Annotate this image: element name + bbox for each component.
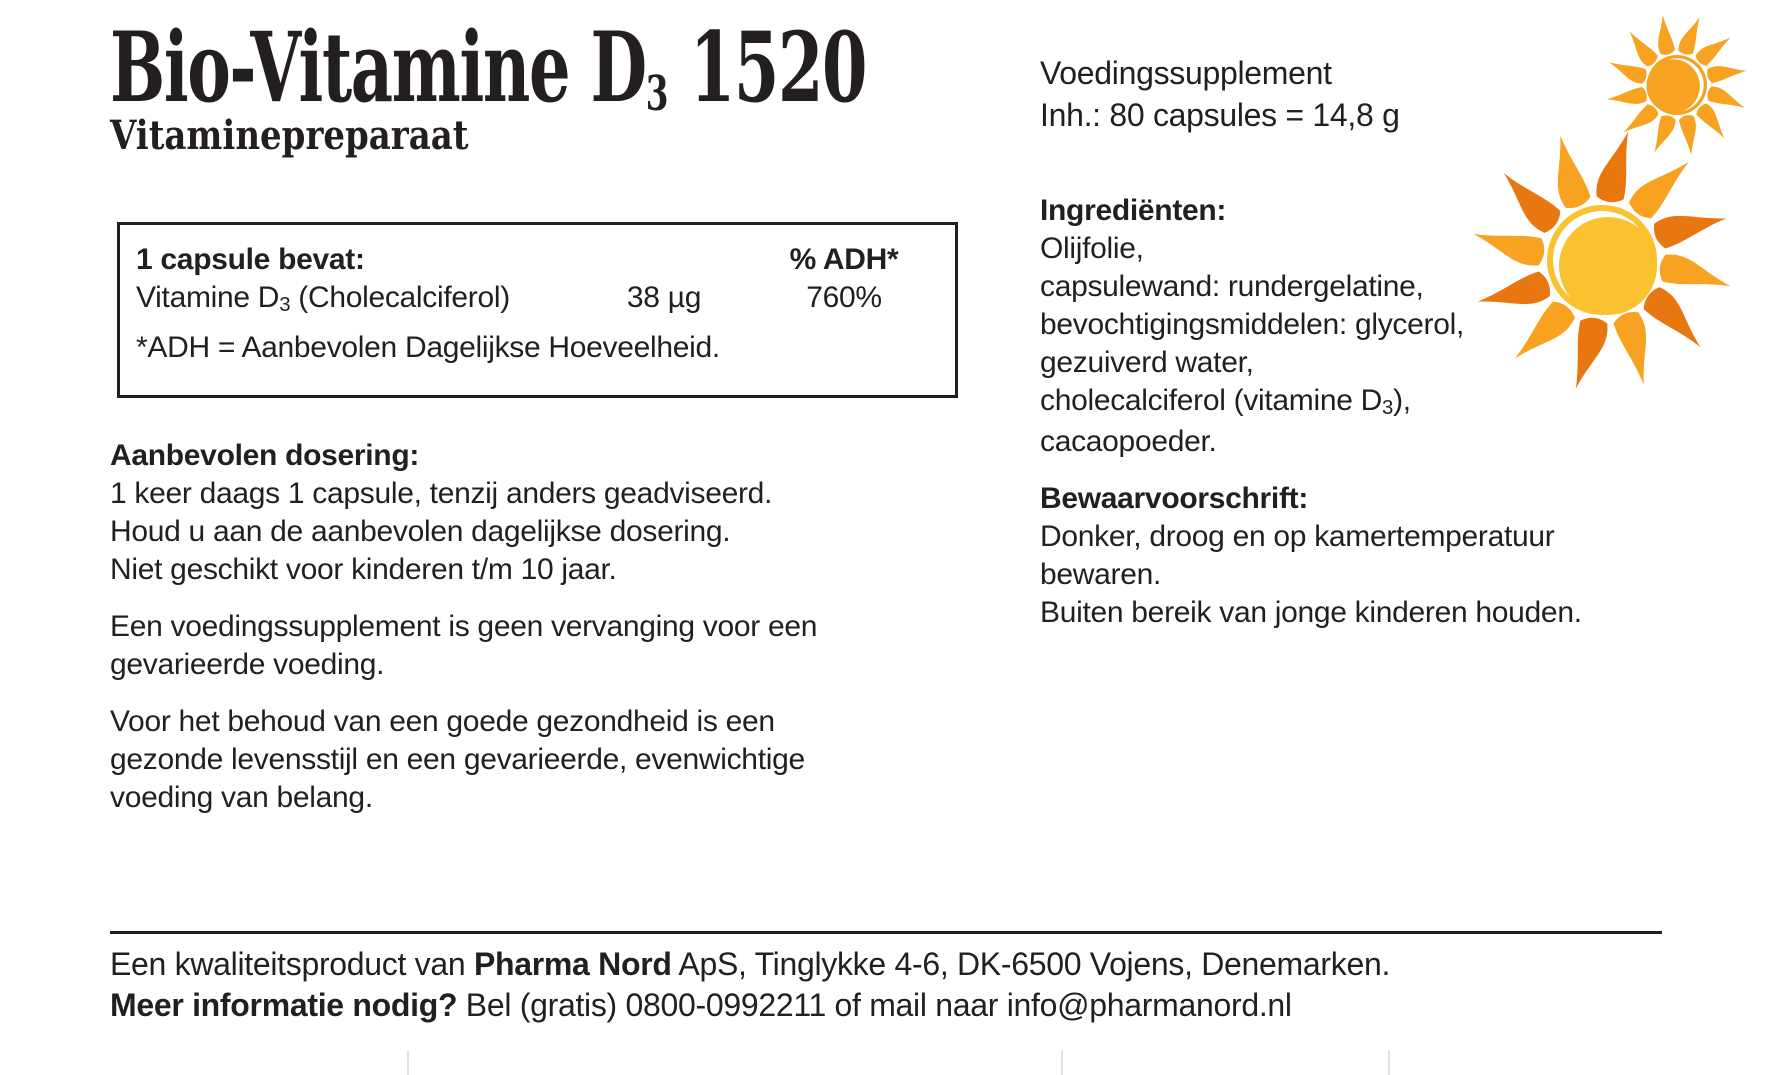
sun-icons xyxy=(1440,0,1772,420)
print-mark xyxy=(1388,1050,1390,1075)
ingredient-line: gezuiverd water, xyxy=(1040,346,1254,379)
supplement-facts-box xyxy=(117,222,958,398)
product-title-subscript: 3 xyxy=(645,65,669,122)
contact-question: Meer informatie nodig? xyxy=(110,987,458,1023)
product-title-number: 1520 xyxy=(668,11,867,124)
manufacturer-line: Een kwaliteitsproduct van Pharma Nord ApS, Tinglykke 4-6, DK-6500 Vojens, Denemarken. xyxy=(110,946,1391,982)
advice-line: Voor het behoud van een goede gezondheid is een xyxy=(110,705,775,738)
storage-line: bewaren. xyxy=(1040,558,1162,591)
product-type: Voedingssupplement xyxy=(1040,55,1332,91)
product-subtitle: Vitaminepreparaat xyxy=(110,112,469,159)
ingredient-line: cacaopoeder. xyxy=(1040,425,1217,458)
brand-name: Pharma Nord xyxy=(473,946,672,982)
storage-heading: Bewaarvoorschrift: xyxy=(1040,482,1309,515)
footer-divider xyxy=(110,931,1662,934)
storage-line: Buiten bereik van jonge kinderen houden. xyxy=(1040,596,1582,629)
product-title-text: Bio-Vitamine D xyxy=(110,11,646,124)
advice-line: gezonde levensstijl en een gevarieerde, evenwichtige xyxy=(110,743,805,776)
print-mark xyxy=(407,1050,409,1075)
nutrient-name: Vitamine $D_3$ (Cholecalciferol) xyxy=(136,281,510,317)
dosage-line: Niet geschikt voor kinderen t/m 10 jaar. xyxy=(110,553,617,586)
ingredient-line: cholecalciferol (vitamine $D_3$), xyxy=(1040,384,1411,420)
product-title xyxy=(110,11,867,124)
dosage-line: 1 keer daags 1 capsule, tenzij anders geadviseerd. xyxy=(110,477,773,510)
contact-line xyxy=(110,985,1730,1026)
nutrient-name-subscript: 3 xyxy=(279,294,291,317)
ingredient-subscript: 3 xyxy=(1382,397,1394,420)
ingredients-heading: Ingrediënten: xyxy=(1040,194,1227,227)
storage-line: Donker, droog en op kamertemperatuur xyxy=(1040,520,1555,553)
disclaimer-line: Een voedingssupplement is geen vervanging voor een xyxy=(110,610,818,643)
large-sun-icon xyxy=(1470,128,1734,392)
dosage-paragraph xyxy=(110,437,890,589)
facts-header-row xyxy=(136,241,939,279)
disclaimer-line: gevarieerde voeding. xyxy=(110,648,385,681)
nutrient-adh-percent: 760% xyxy=(806,281,882,314)
nutrient-amount: 38 µg xyxy=(626,281,702,314)
storage-section xyxy=(1040,480,1660,632)
ingredient-line: capsulewand: rundergelatine, xyxy=(1040,270,1424,303)
advice-line: voeding van belang. xyxy=(110,781,373,814)
dosage-heading: Aanbevolen dosering: xyxy=(110,439,420,472)
ingredient-line: Olijfolie, xyxy=(1040,232,1144,265)
supplement-disclaimer-paragraph xyxy=(110,608,890,684)
contact-details: Bel (gratis) 0800-0992211 of mail naar info@pharmanord.nl xyxy=(457,987,1292,1023)
health-advice-paragraph xyxy=(110,703,890,817)
facts-header-right: % ADH* xyxy=(789,243,899,276)
product-contents: Inh.: 80 capsules = 14,8 g xyxy=(1040,97,1400,133)
print-mark xyxy=(1061,1050,1063,1075)
ingredient-line: bevochtigingsmiddelen: glycerol, xyxy=(1040,308,1464,341)
dosage-line: Houd u aan de aanbevolen dagelijkse dosering. xyxy=(110,515,731,548)
facts-header-left: 1 capsule bevat: xyxy=(136,243,365,276)
footer xyxy=(110,944,1730,1026)
facts-nutrient-row xyxy=(136,279,939,320)
dosage-section xyxy=(110,437,890,836)
facts-footnote: *ADH = Aanbevolen Dagelijkse Hoeveelheid. xyxy=(136,331,720,364)
